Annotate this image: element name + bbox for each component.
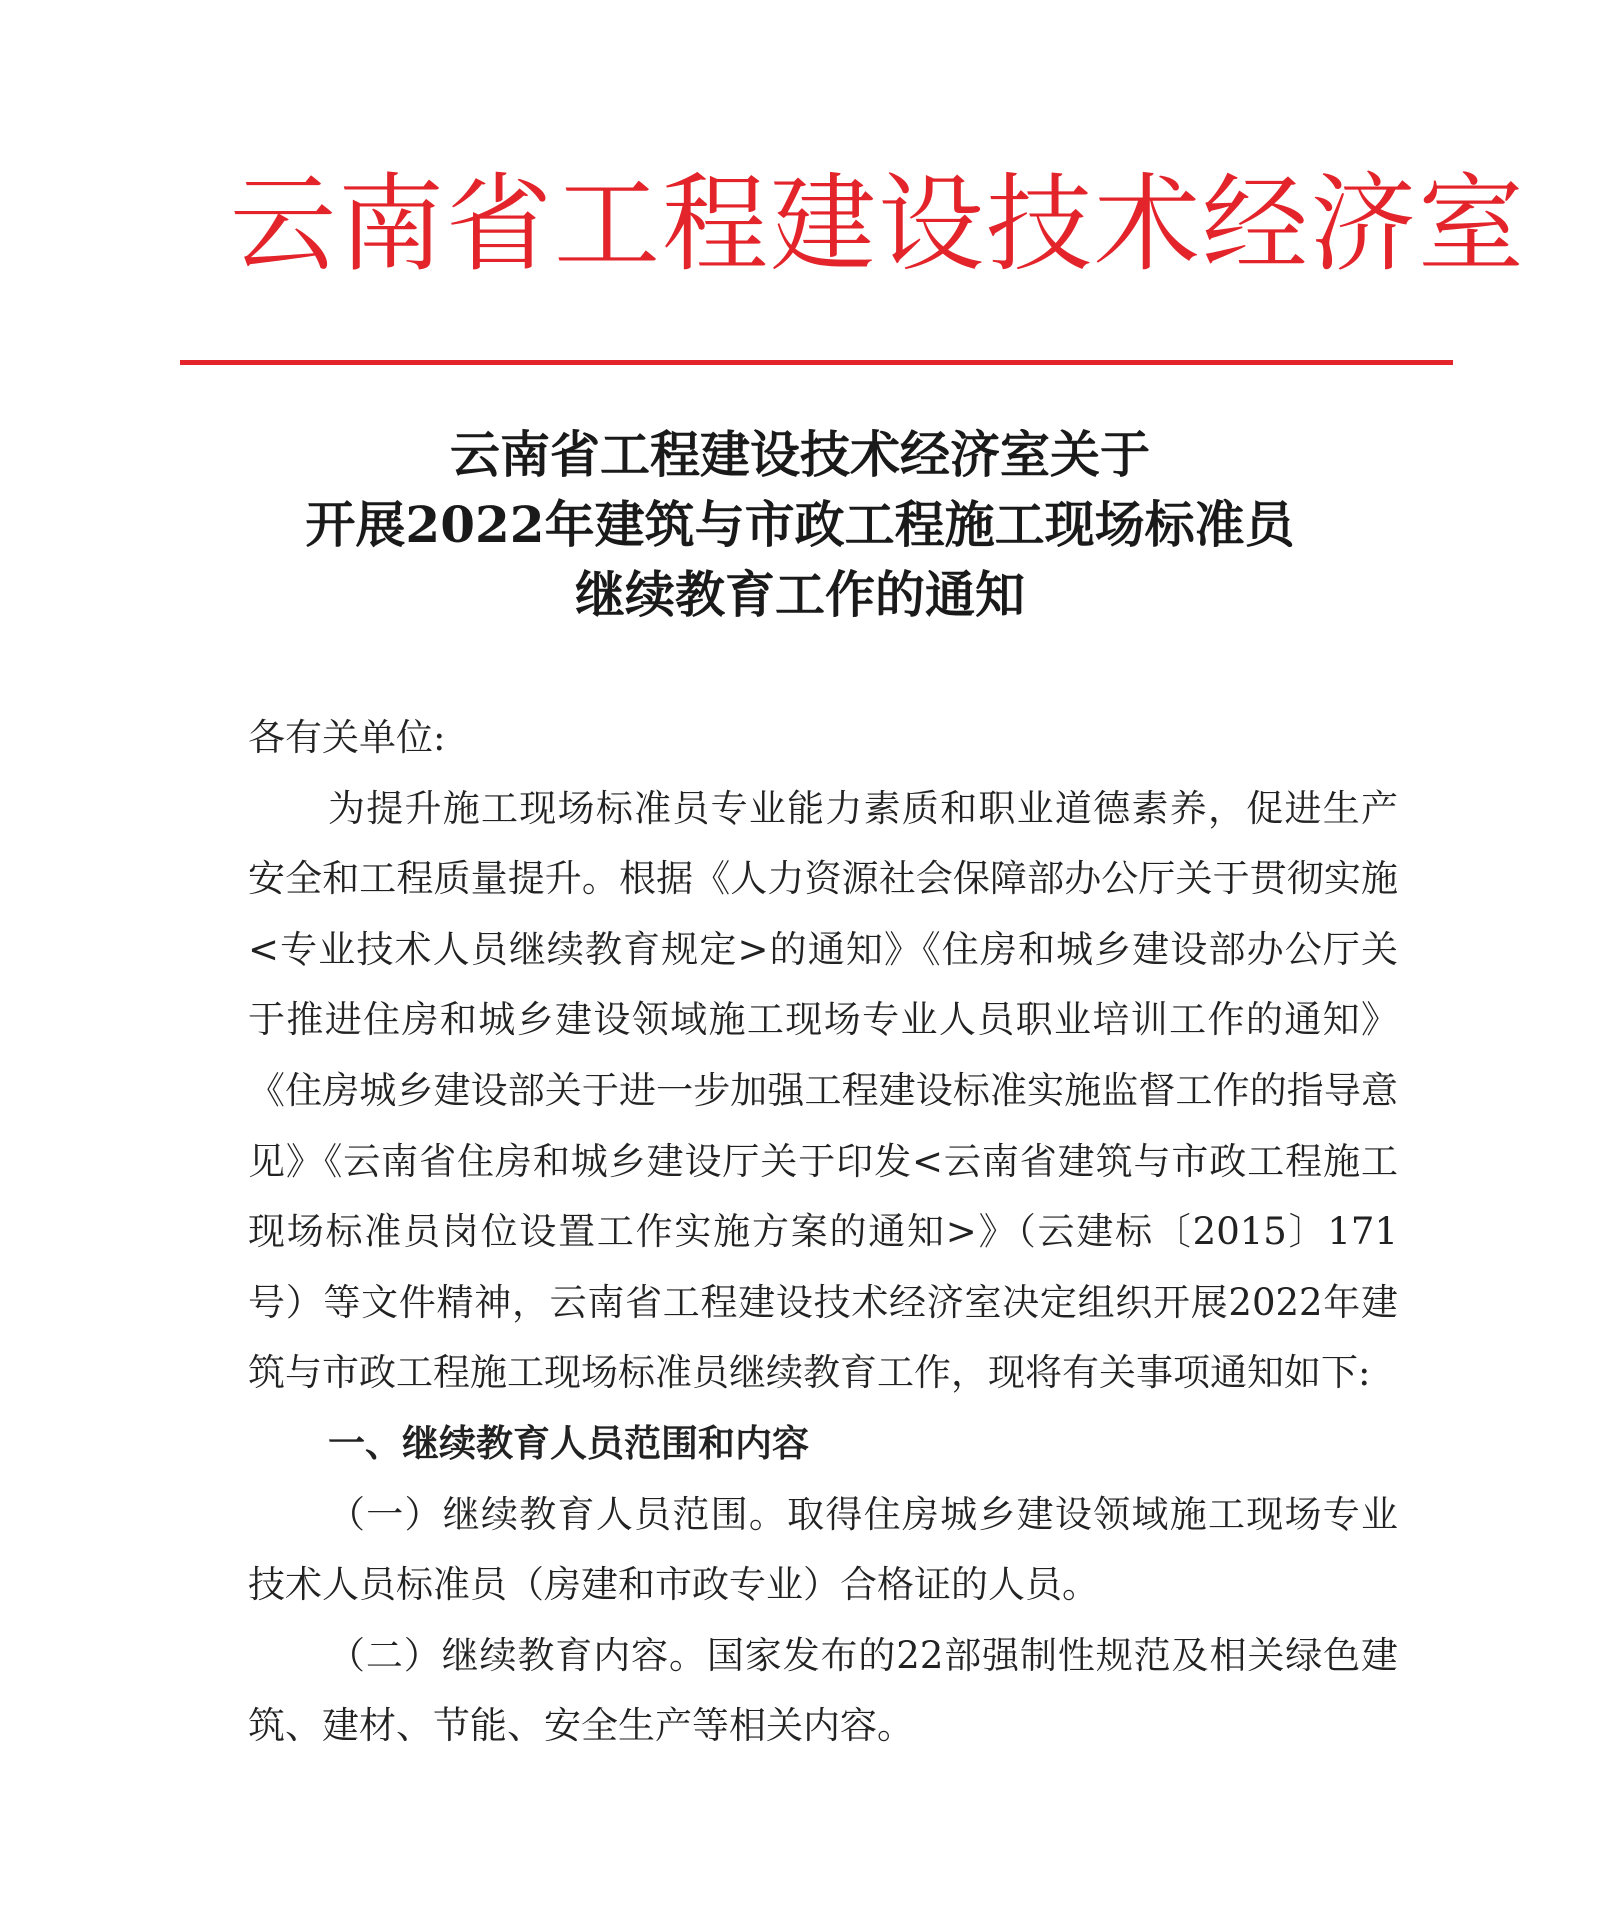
notice-body	[248, 703, 1398, 1762]
title-line-2: 开展2022年建筑与市政工程施工现场标准员	[305, 495, 1295, 554]
intro-paragraph: 为提升施工现场标准员专业能力素质和职业道德素养，促进生产安全和工程质量提升。根据《人力资源社会保障部办公厅关于贯彻实施<专业技术人员继续教育规定>的通知》《住房和城乡建设部办公厅关于推进住房和城乡建设领域施工现场专业人员职业培训工作的通知》《住房城乡建设部关于进一步加强工程建设标准实施监督工作的指导意见》《云南省住房和城乡建设厅关于印发<云南省建筑与市政工程施工现场标准员岗位设置工作实施方案的通知>》（云建标〔2015〕171号）等文件精神，云南省工程建设技术经济室决定组织开展2022年建筑与市政工程施工现场标准员继续教育工作，现将有关事项通知如下:	[248, 786, 1398, 1395]
notice-title	[200, 420, 1400, 630]
item-2-paragraph: （二）继续教育内容。国家发布的22部强制性规范及相关绿色建筑、建材、节能、安全生产等相关内容。	[248, 1633, 1398, 1748]
letterhead-red-rule	[180, 360, 1453, 365]
section-1-heading: 一、继续教育人员范围和内容	[328, 1421, 809, 1465]
title-line-3: 继续教育工作的通知	[575, 565, 1025, 624]
letterhead-org-name: 云南省工程建设技术经济室	[230, 163, 1526, 286]
title-line-1: 云南省工程建设技术经济室关于	[450, 425, 1150, 484]
salutation: 各有关单位:	[248, 716, 446, 759]
item-1-paragraph: （一）继续教育人员范围。取得住房城乡建设领域施工现场专业技术人员标准员（房建和市政专业）合格证的人员。	[248, 1492, 1398, 1607]
